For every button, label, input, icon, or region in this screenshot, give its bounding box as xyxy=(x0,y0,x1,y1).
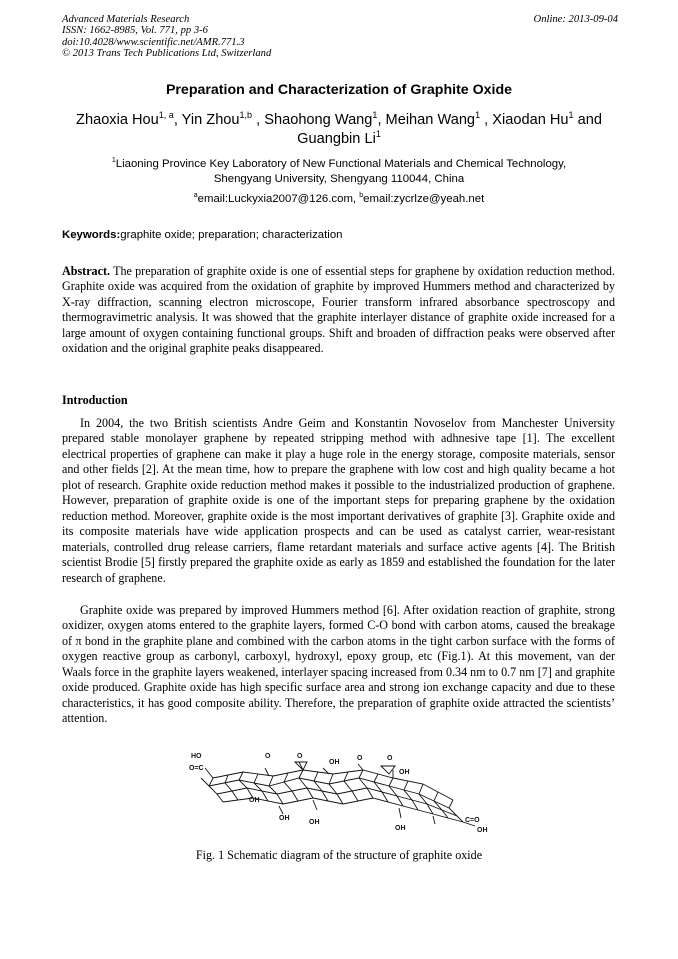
author-name: Zhaoxia Hou xyxy=(76,112,159,128)
journal-header xyxy=(62,14,618,60)
affiliation-line: Liaoning Province Key Laboratory of New Functional Materials and Chemical Technology, xyxy=(115,158,567,170)
epoxy-oxygen-label: O xyxy=(297,753,303,760)
email-sup: b xyxy=(359,192,364,199)
hydroxyl-label: HO xyxy=(191,753,202,760)
paragraph-text: In 2004, the two British scientists Andre Geim and Konstantin Novoselov from Manchester University prepared stable monolayer graphene by repeated stripping method with adhnesive tape [1]. The excellent electrical properties of graphene can make it play a huge role in the energy storage, composite materials, sensor and other fields [2]. At the mean time, how to prepare the graphene with low cost and high quality became a hot plot of research. Graphite oxide reduction method makes it possible to the industrialized production of graphene. However, preparation of graphite oxide is one of the important steps for preparing graphene by the oxidation reduction method. Moreover, graphite oxide is the most important derivatives of graphite [3]. Graphite oxide and its composite materials have wide application prospects and can be used as catalyst carrier, wear-resistant materials, controlled drug release carriers, flame retardant materials and surface active agents [4]. The British scientist Brodie [5] firstly prepared the graphite oxide as early as 1859 and established the foundation for the later research of graphene. xyxy=(62,416,615,585)
paragraph-text: Graphite oxide was prepared by improved Hummers method [6]. After oxidation reaction of graphite, strong oxidizer, oxygen atoms entered to the graphite layers, formed C-O bond with carbon atoms, caused the breakage of π bond in the graphite plane and combined with the carbon atoms in the tight carbon surface with the forms of oxygen reactive group as carbonyl, carboxyl, hydroxyl, epoxy group, etc (Fig.1). At this movement, van der Waals force in the graphite layers weakened, interlayer spacing increased from 0.34 nm to 0.7 nm [7] and graphite oxide produced. Graphite oxide has high specific surface area and strong ion exchange capacity and due to these characteristics, it has good composite ability. Therefore, the preparation of graphite oxide attracted the scientists’ attention. xyxy=(62,603,615,726)
email-a: email:Luckyxia2007@126.com, xyxy=(197,193,360,205)
hydroxyl-label: OH xyxy=(329,759,340,766)
hydroxyl-label: OH xyxy=(477,827,488,834)
oxygen-label: O xyxy=(265,753,271,760)
online-date: Online: 2013-09-04 xyxy=(533,14,618,25)
email-sup: a xyxy=(193,192,198,199)
abstract xyxy=(62,264,615,357)
author-sep: , xyxy=(173,112,182,128)
author-name: Guangbin Li xyxy=(297,131,376,147)
author-sup: 1 xyxy=(372,110,378,120)
author-name: Xiaodan Hu xyxy=(492,112,569,128)
keywords xyxy=(62,229,343,241)
author-list xyxy=(54,111,624,149)
author-sep: , xyxy=(377,112,386,128)
keywords-text: graphite oxide; preparation; characterization xyxy=(120,229,343,241)
abstract-text: The preparation of graphite oxide is one of essential steps for graphene by oxidation reduction method. Graphite oxide was acquired from the oxidation of graphite by improved Hummers method and characterized by X-ray diffraction, scanning electron microscope, Fourier transform infrared absorbance spectroscopy and thermogravimetric analysis. It was showed that the graphite interlayer distance of graphite oxide increased for a large amount of oxygen containing functional groups. Shift and broaden of diffraction peaks were observed after oxidation and the original graphite peaks disappeared. xyxy=(62,264,615,356)
author-name: Meihan Wang xyxy=(385,112,476,128)
hydroxyl-label: OH xyxy=(395,825,406,832)
email-line xyxy=(0,193,678,205)
author-sup: 1 xyxy=(568,110,574,120)
copyright-line: © 2013 Trans Tech Publications Ltd, Switzerland xyxy=(62,48,272,60)
journal-name: Advanced Materials Research xyxy=(62,14,190,25)
doi-line: doi:10.4028/www.scientific.net/AMR.771.3 xyxy=(62,36,245,48)
author-sep: , xyxy=(252,112,265,128)
author-sup: 1 xyxy=(375,129,381,139)
author-sup: 1,b xyxy=(239,110,253,120)
abstract-label: Abstract. xyxy=(62,264,111,278)
hydroxyl-label: OH xyxy=(399,769,410,776)
issn-line: ISSN: 1662-8985, Vol. 771, pp 3-6 xyxy=(62,25,208,37)
hydroxyl-label: OH xyxy=(249,797,260,804)
affiliation-line: Shengyang University, Shengyang 110044, China xyxy=(213,172,465,185)
hydroxyl-label: OH xyxy=(309,819,320,826)
graphite-oxide-structure-figure xyxy=(183,748,495,840)
author-sup: 1, a xyxy=(158,110,174,120)
figure-caption: Fig. 1 Schematic diagram of the structure of graphite oxide xyxy=(195,848,483,862)
author-sep: , xyxy=(480,112,493,128)
email-b: email:zycrlze@yeah.net xyxy=(363,193,485,205)
intro-paragraph-1 xyxy=(62,416,615,586)
author-name: Shaohong Wang xyxy=(264,112,373,128)
section-heading-introduction: Introduction xyxy=(62,393,128,407)
hydroxyl-label: OH xyxy=(279,815,290,822)
oxygen-label: O xyxy=(357,755,363,762)
carbonyl-label: O=C xyxy=(189,765,204,772)
affiliation xyxy=(60,157,618,186)
author-sup: 1 xyxy=(475,110,481,120)
carbonyl-label: C=O xyxy=(465,817,480,824)
author-sep: and xyxy=(573,112,602,128)
intro-paragraph-2 xyxy=(62,603,615,727)
carbon-lattice xyxy=(201,762,475,826)
keywords-label: Keywords: xyxy=(62,229,121,241)
epoxy-oxygen-label: O xyxy=(387,755,393,762)
affiliation-sup: 1 xyxy=(111,157,116,164)
paper-title: Preparation and Characterization of Graphite Oxide xyxy=(165,82,513,98)
author-name: Yin Zhou xyxy=(181,112,240,128)
